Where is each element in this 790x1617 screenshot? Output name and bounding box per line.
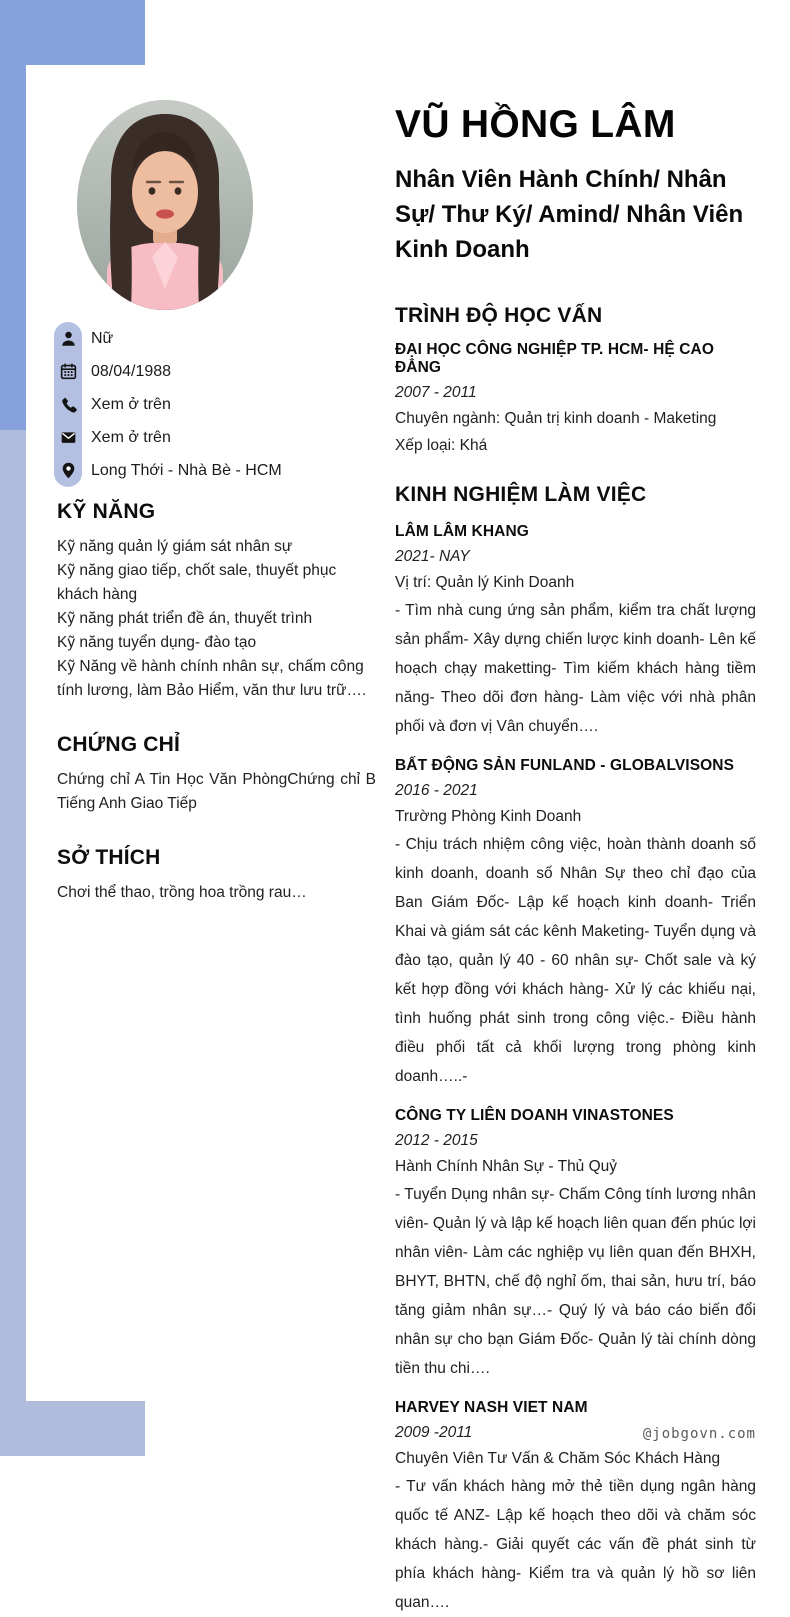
job-description: - Tuyển Dụng nhân sự- Chấm Công tính lương nhân viên- Quản lý và lập kế hoạch liên quan đến phúc lợi nhân viên- Làm các nghiệp vụ liên quan đến BHXH, BHYT, BHTN, chế độ nghỉ ốm, thai sản, hưu trí, báo tăng giảm nhân sự…- Quý lý và báo cáo biến đổi nhân sự cho bạn Giám Đốc- Quản lý tài chính dòng tiền thu chi…. [395,1186,756,1377]
skill-item: Kỹ năng phát triển đề án, thuyết trình [57,610,313,627]
job-period: 2009 -2011 [395,1424,473,1441]
job-period: 2016 - 2021 [395,782,478,799]
certificates-text: Chứng chỉ A Tin Học Văn PhòngChứng chỉ B Tiếng Anh Giao Tiếp [57,771,376,812]
job-description: - Chịu trách nhiệm công việc, hoàn thành doanh số kinh doanh, doanh số Nhân Sự theo chỉ đạo của Ban Giám Đốc- Lập kế hoạch kinh doanh- Triển Khai và giám sát các kênh Maketing- Tuyển dụng và đào tạo, quản lý 40 - 60 nhân sự- Chốt sale và ký kết hợp đồng với khách hàng- Xử lý các khiếu nại, tình huống phát sinh trong công việc.- Điều hành điều phối tất cả khối lượng trong phòng kinh doanh…..- [395,836,756,1085]
job-period: 2012 - 2015 [395,1132,478,1149]
hobbies-heading: SỞ THÍCH [57,846,161,869]
left-column [57,500,376,905]
contact-row [54,355,384,388]
envelope-icon [54,428,82,447]
skill-item: Kỹ năng giao tiếp, chốt sale, thuyết phục khách hàng [57,562,337,603]
job-role: Trường Phòng Kinh Doanh [395,808,582,825]
skill-item: Kỹ Năng về hành chính nhân sự, chấm công tính lương, làm Bảo Hiểm, văn thư lưu trữ…. [57,658,367,699]
contact-value: Nữ [91,329,114,347]
education-major: Chuyên ngành: Quản trị kinh doanh - Maketing [395,410,717,427]
job-role: Vị trí: Quản lý Kinh Doanh [395,574,575,591]
experience-entry [395,757,756,1091]
education-period: 2007 - 2011 [395,384,477,401]
contact-value: Long Thới - Nhà Bè - HCM [91,461,282,479]
skill-item: Kỹ năng tuyển dụng- đào tạo [57,634,257,651]
skill-item: Kỹ năng quản lý giám sát nhân sự [57,538,293,555]
experience-entry [395,523,756,741]
user-icon [54,329,82,348]
contact-row [54,388,384,421]
location-icon [54,461,82,480]
contact-row [54,322,384,355]
contact-row [54,454,384,487]
job-description: - Tư vấn khách hàng mở thẻ tiền dụng ngân hàng quốc tế ANZ- Lập kế hoạch theo dõi và chăm sóc khách hàng.- Giải quyết các vấn đề phát sinh từ phía khách hàng- Kiểm tra và quản lý hồ sơ liên quan…. [395,1478,756,1611]
contact-section [54,322,384,487]
watermark: @jobgovn.com [642,1426,756,1442]
certificates-heading: CHỨNG CHỈ [57,733,181,756]
calendar-icon [54,362,82,381]
contact-value: Xem ở trên [91,395,171,413]
profile-photo [77,100,253,310]
candidate-name: VŨ HỒNG LÂM [395,103,676,146]
education-grade: Xếp loại: Khá [395,437,488,454]
job-company: CÔNG TY LIÊN DOANH VINASTONES [395,1107,674,1124]
job-role: Chuyên Viên Tư Vấn & Chăm Sóc Khách Hàng [395,1450,721,1467]
phone-icon [54,395,82,414]
right-column [395,100,756,1617]
accent-strip-light [0,430,26,1456]
job-company: HARVEY NASH VIET NAM [395,1399,588,1416]
contact-row [54,421,384,454]
job-company: BẤT ĐỘNG SẢN FUNLAND - GLOBALVISONS [395,757,735,774]
experience-heading: KINH NGHIỆM LÀM VIỆC [395,483,647,506]
education-heading: TRÌNH ĐỘ HỌC VẤN [395,304,603,327]
job-description: - Tìm nhà cung ứng sản phẩm, kiểm tra chất lượng sản phẩm- Xây dựng chiến lược kinh doanh- Lên kế hoạch chạy maketting- Tìm kiếm khách hàng tiềm năng- Theo dõi đơn hàng- Làm việc với nhà phân phối và đơn vị Vân chuyển…. [395,602,756,735]
job-company: LÂM LÂM KHANG [395,523,529,540]
contact-value: 08/04/1988 [91,362,172,380]
hobbies-text: Chơi thể thao, trồng hoa trồng rau… [57,884,307,901]
job-period: 2021- NAY [395,548,470,565]
education-school: ĐẠI HỌC CÔNG NGHIỆP TP. HCM- HỆ CAO ĐẲNG [395,341,714,376]
skills-heading: KỸ NĂNG [57,500,156,523]
job-role: Hành Chính Nhân Sự - Thủ Quỷ [395,1158,618,1175]
portrait-illustration [77,100,253,310]
accent-strip-dark [0,0,26,430]
contact-value: Xem ở trên [91,428,171,446]
candidate-title: Nhân Viên Hành Chính/ Nhân Sự/ Thư Ký/ Amind/ Nhân Viên Kinh Doanh [395,166,744,263]
skills-list [57,535,376,703]
experience-entry [395,1107,756,1383]
